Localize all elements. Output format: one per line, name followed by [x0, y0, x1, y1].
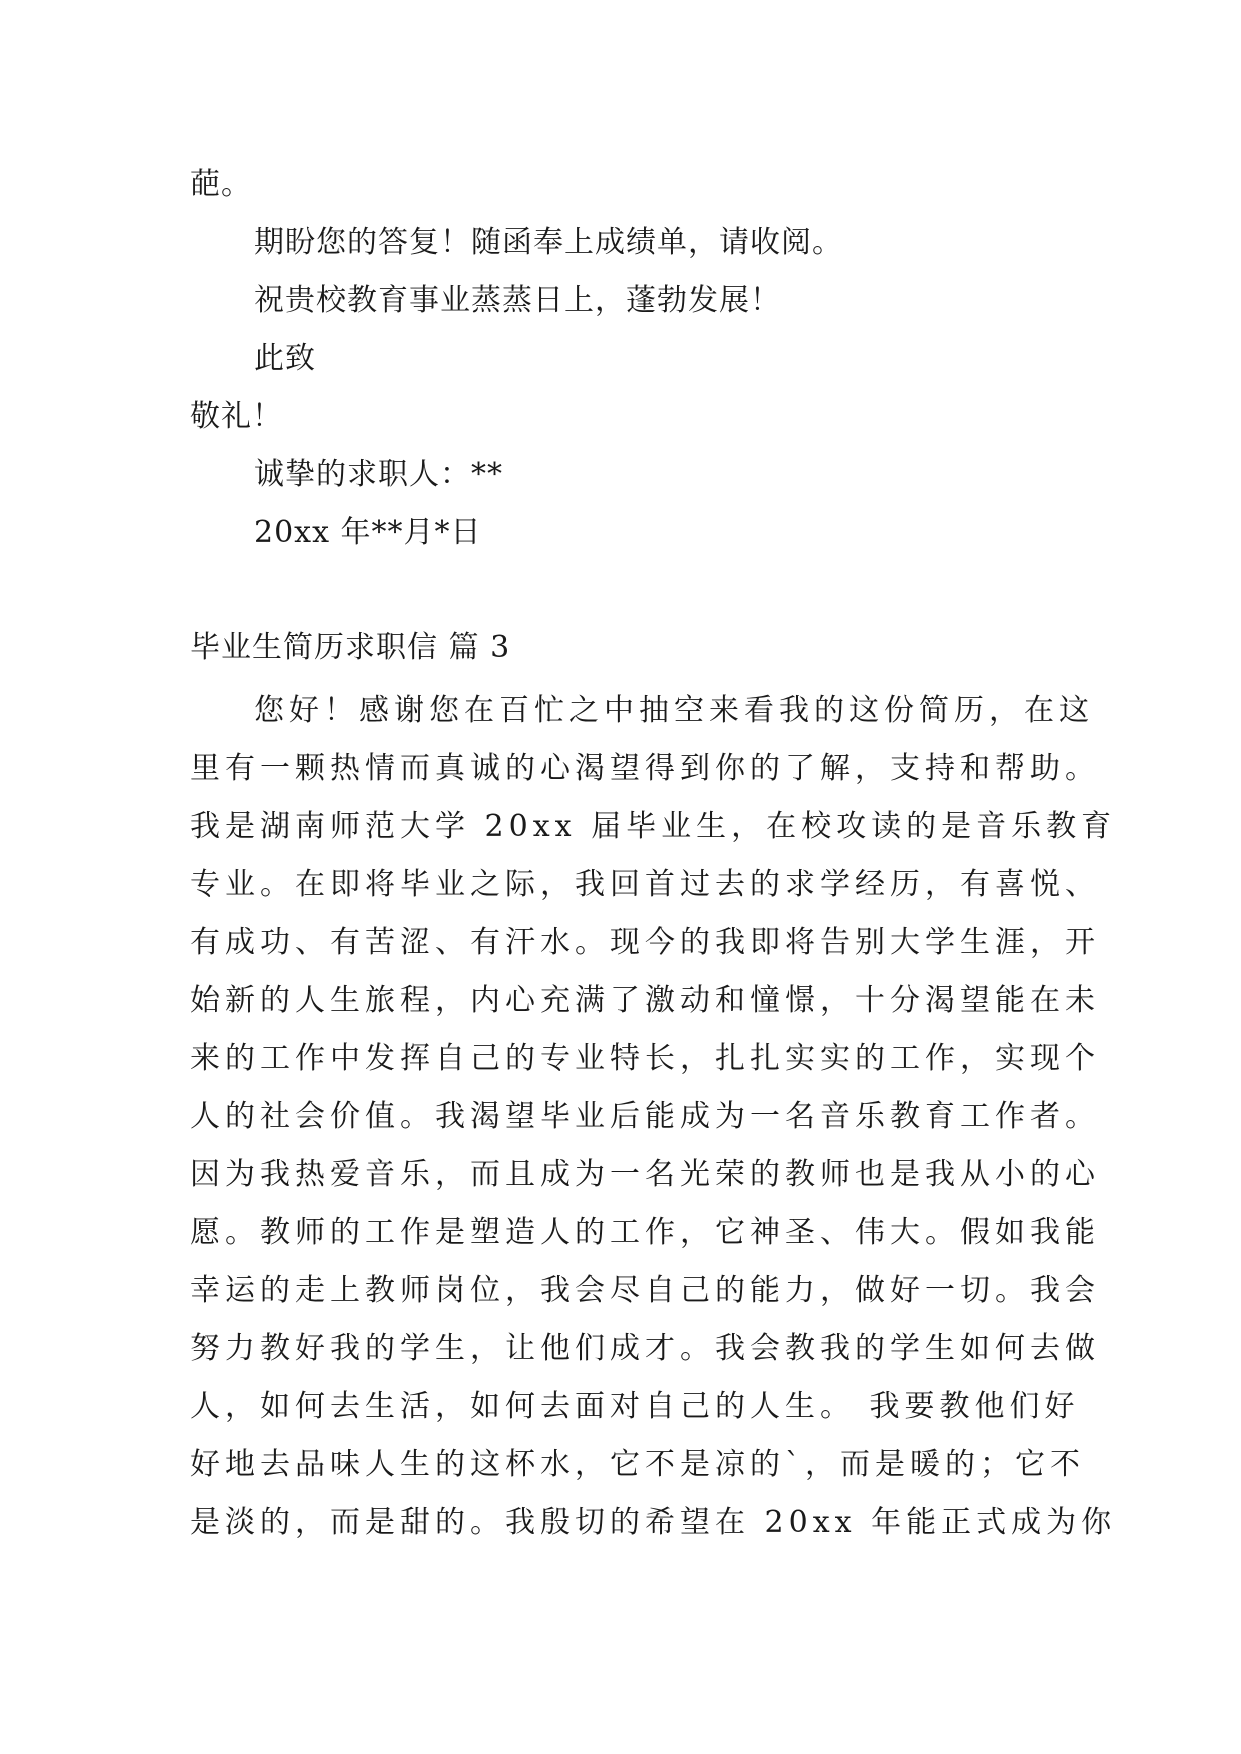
paragraph-line: 是淡的，而是甜的。我殷切的希望在 20xx 年能正式成为你: [190, 1505, 1117, 1540]
paragraph-line: 来的工作中发挥自己的专业特长，扎扎实实的工作，实现个: [190, 1041, 1100, 1076]
section-heading: 毕业生简历求职信 篇 3: [190, 630, 511, 665]
paragraph-line: 我是湖南师范大学 20xx 届毕业生，在校攻读的是音乐教育: [190, 809, 1117, 844]
paragraph-line: 努力教好我的学生，让他们成才。我会教我的学生如何去做: [190, 1331, 1100, 1366]
text-wishes: 祝贵校教育事业蒸蒸日上，蓬勃发展！: [254, 283, 781, 318]
paragraph-line: 好地去品味人生的这杯水，它不是凉的`，而是暖的；它不: [190, 1447, 1085, 1482]
text-salutation-2: 敬礼！: [190, 399, 283, 434]
paragraph-line: 您好！感谢您在百忙之中抽空来看我的这份简历，在这: [254, 693, 1094, 728]
text-signature: 诚挚的求职人：**: [254, 457, 503, 492]
paragraph-line: 因为我热爱音乐，而且成为一名光荣的教师也是我从小的心: [190, 1157, 1100, 1192]
paragraph-line: 专业。在即将毕业之际，我回首过去的求学经历，有喜悦、: [190, 867, 1100, 902]
paragraph-line: 始新的人生旅程，内心充满了激动和憧憬，十分渴望能在未: [190, 983, 1100, 1018]
paragraph-line: 有成功、有苦涩、有汗水。现今的我即将告别大学生涯，开: [190, 925, 1100, 960]
paragraph-line: 人，如何去生活，如何去面对自己的人生。 我要教他们好: [190, 1389, 1080, 1424]
text-closing-request: 期盼您的答复！随函奉上成绩单，请收阅。: [254, 225, 843, 260]
text-salutation-1: 此致: [254, 341, 316, 376]
paragraph-line: 里有一颗热情而真诚的心渴望得到你的了解，支持和帮助。: [190, 751, 1100, 786]
paragraph-line: 愿。教师的工作是塑造人的工作，它神圣、伟大。假如我能: [190, 1215, 1100, 1250]
text-date: 20xx 年**月*日: [254, 515, 482, 550]
paragraph-line: 人的社会价值。我渴望毕业后能成为一名音乐教育工作者。: [190, 1099, 1100, 1134]
paragraph-line: 幸运的走上教师岗位，我会尽自己的能力，做好一切。我会: [190, 1273, 1100, 1308]
text-continuation: 葩。: [190, 167, 252, 202]
